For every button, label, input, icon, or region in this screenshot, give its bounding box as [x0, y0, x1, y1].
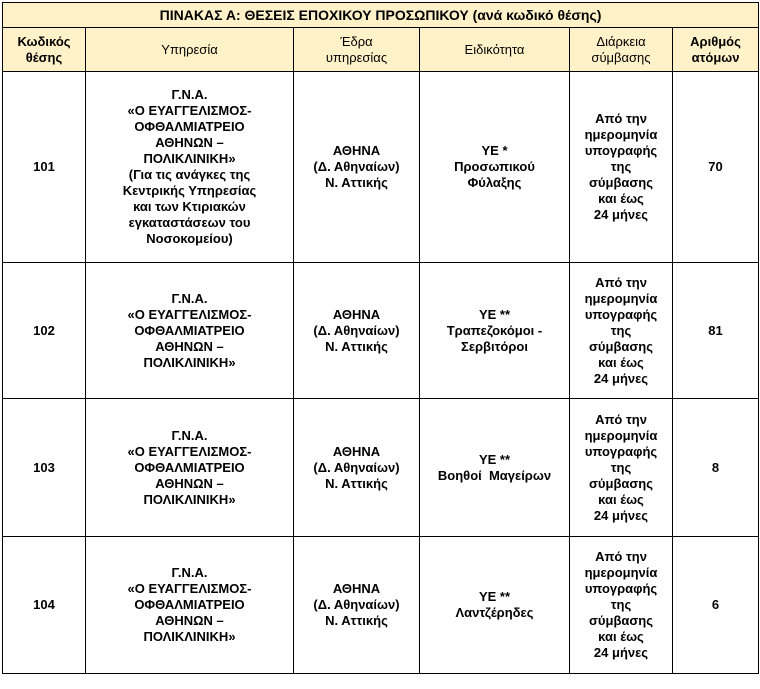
- service-line: ΟΦΘΑΛΜΙΑΤΡΕΙΟ: [134, 119, 245, 134]
- duration-line: σύμβασης: [589, 475, 653, 491]
- duration-line: Από την: [595, 549, 647, 564]
- header-duration-line: Διάρκεια: [596, 33, 646, 49]
- seat-line: (Δ. Αθηναίων): [313, 597, 400, 612]
- header-seat-line: υπηρεσίας: [325, 49, 388, 65]
- duration-line: σύμβασης: [589, 613, 653, 628]
- service-line: ΑΘΗΝΩΝ –: [155, 475, 224, 491]
- cell-count: 81: [673, 263, 759, 399]
- cell-service: [86, 537, 294, 674]
- cell-specialty: [420, 263, 570, 399]
- header-count: [673, 28, 759, 72]
- specialty-line: ΥΕ *: [481, 143, 508, 158]
- cell-seat: [294, 537, 420, 674]
- duration-line: της: [610, 159, 632, 174]
- header-seat-line: Έδρα: [340, 33, 373, 49]
- service-line: ΠΟΛΙΚΛΙΝΙΚΗ»: [143, 629, 236, 644]
- cell-service: [86, 72, 294, 263]
- duration-line: σύμβασης: [589, 338, 653, 354]
- table-title: ΠΙΝΑΚΑΣ Α: ΘΕΣΕΙΣ ΕΠΟΧΙΚΟΥ ΠΡΟΣΩΠΙΚΟΥ (ανά κωδικό θέσης): [3, 3, 759, 28]
- specialty-line: ΥΕ **: [478, 451, 511, 467]
- header-code-line: Κωδικός: [17, 33, 71, 49]
- duration-line: ημερομηνία: [584, 427, 658, 443]
- service-line: ΠΟΛΙΚΛΙΝΙΚΗ»: [143, 354, 236, 370]
- cell-duration: [570, 537, 673, 674]
- duration-line: της: [610, 597, 632, 612]
- header-specialty: [420, 28, 570, 72]
- cell-service: [86, 263, 294, 399]
- header-code: [3, 28, 86, 72]
- seat-line: (Δ. Αθηναίων): [313, 459, 400, 475]
- header-duration-line: σύμβασης: [591, 49, 651, 65]
- table-row: [3, 537, 759, 674]
- seat-line: ΑΘΗΝΑ: [332, 306, 381, 322]
- service-line: Γ.Ν.Α.: [171, 290, 208, 306]
- duration-line: Από την: [595, 274, 647, 290]
- cell-seat: [294, 399, 420, 537]
- header-specialty-line: Ειδικότητα: [464, 41, 525, 57]
- service-line: «Ο ΕΥΑΓΓΕΛΙΣΜΟΣ-: [127, 443, 252, 459]
- table-row: [3, 399, 759, 537]
- service-line: (Για τις ανάγκες της: [128, 167, 251, 182]
- service-line: «Ο ΕΥΑΓΓΕΛΙΣΜΟΣ-: [127, 306, 252, 322]
- specialty-line: Φύλαξης: [467, 175, 522, 190]
- seat-line: Ν. Αττικής: [325, 338, 388, 354]
- duration-line: υπογραφής: [584, 143, 658, 158]
- duration-line: και έως: [598, 191, 644, 206]
- duration-line: και έως: [598, 354, 644, 370]
- cell-seat: [294, 263, 420, 399]
- specialty-line: ΥΕ **: [478, 306, 511, 322]
- service-line: ΑΘΗΝΩΝ –: [155, 135, 224, 150]
- duration-line: ημερομηνία: [584, 290, 658, 306]
- service-line: ΟΦΘΑΛΜΙΑΤΡΕΙΟ: [134, 597, 245, 612]
- service-line: Νοσοκομείου): [146, 231, 233, 246]
- cell-service: [86, 399, 294, 537]
- specialty-line: Βοηθοί Μαγείρων: [437, 467, 552, 483]
- duration-line: της: [610, 322, 632, 338]
- duration-line: Από την: [595, 111, 647, 126]
- service-line: εγκαταστάσεων του: [128, 215, 251, 230]
- cell-duration: [570, 72, 673, 263]
- table-title-row: [3, 3, 759, 28]
- service-line: «Ο ΕΥΑΓΓΕΛΙΣΜΟΣ-: [127, 581, 252, 596]
- specialty-line: Σερβιτόροι: [461, 338, 528, 354]
- service-line: Κεντρικής Υπηρεσίας: [122, 183, 257, 198]
- duration-line: υπογραφής: [584, 581, 658, 596]
- header-count-line: ατόμων: [691, 49, 740, 65]
- specialty-line: Προσωπικού: [454, 159, 535, 174]
- service-line: ΟΦΘΑΛΜΙΑΤΡΕΙΟ: [134, 322, 245, 338]
- header-service-line: Υπηρεσία: [161, 41, 218, 57]
- service-line: Γ.Ν.Α.: [171, 427, 208, 443]
- service-line: ΟΦΘΑΛΜΙΑΤΡΕΙΟ: [134, 459, 245, 475]
- duration-line: ημερομηνία: [584, 565, 658, 580]
- cell-specialty: [420, 399, 570, 537]
- cell-count: 70: [673, 72, 759, 263]
- service-line: ΑΘΗΝΩΝ –: [155, 613, 224, 628]
- cell-code: 101: [3, 72, 86, 263]
- cell-duration: [570, 263, 673, 399]
- duration-line: και έως: [598, 491, 644, 507]
- seat-line: ΑΘΗΝΑ: [332, 143, 381, 158]
- cell-specialty: [420, 72, 570, 263]
- seat-line: Ν. Αττικής: [325, 613, 388, 628]
- duration-line: ημερομηνία: [584, 127, 658, 142]
- seat-line: Ν. Αττικής: [325, 175, 388, 190]
- header-count-line: Αριθμός: [690, 33, 741, 49]
- cell-code: 102: [3, 263, 86, 399]
- duration-line: και έως: [598, 629, 644, 644]
- service-line: «Ο ΕΥΑΓΓΕΛΙΣΜΟΣ-: [127, 103, 252, 118]
- specialty-line: Τραπεζοκόμοι -: [446, 322, 543, 338]
- cell-specialty: [420, 537, 570, 674]
- seat-line: (Δ. Αθηναίων): [313, 159, 400, 174]
- seat-line: Ν. Αττικής: [325, 475, 388, 491]
- duration-line: 24 μήνες: [593, 370, 649, 386]
- service-line: ΠΟΛΙΚΛΙΝΙΚΗ»: [143, 491, 236, 507]
- positions-table: [2, 2, 759, 674]
- duration-line: Από την: [595, 411, 647, 427]
- table-row: [3, 72, 759, 263]
- cell-count: 6: [673, 537, 759, 674]
- duration-line: υπογραφής: [584, 443, 658, 459]
- service-line: ΠΟΛΙΚΛΙΝΙΚΗ»: [143, 151, 236, 166]
- service-line: και των Κτιριακών: [133, 199, 246, 214]
- seat-line: ΑΘΗΝΑ: [332, 443, 381, 459]
- seat-line: (Δ. Αθηναίων): [313, 322, 400, 338]
- header-code-line: θέσης: [25, 49, 63, 65]
- table-row: [3, 263, 759, 399]
- duration-line: 24 μήνες: [593, 645, 649, 660]
- cell-duration: [570, 399, 673, 537]
- service-line: ΑΘΗΝΩΝ –: [155, 338, 224, 354]
- duration-line: υπογραφής: [584, 306, 658, 322]
- cell-code: 104: [3, 537, 86, 674]
- table-header-row: [3, 28, 759, 72]
- header-service: [86, 28, 294, 72]
- duration-line: σύμβασης: [589, 175, 653, 190]
- cell-seat: [294, 72, 420, 263]
- header-duration: [570, 28, 673, 72]
- duration-line: 24 μήνες: [593, 207, 649, 222]
- service-line: Γ.Ν.Α.: [171, 565, 208, 580]
- cell-code: 103: [3, 399, 86, 537]
- seat-line: ΑΘΗΝΑ: [332, 581, 381, 596]
- specialty-line: Λαντζέρηδες: [455, 605, 534, 620]
- specialty-line: ΥΕ **: [478, 589, 511, 604]
- header-seat: [294, 28, 420, 72]
- service-line: Γ.Ν.Α.: [171, 87, 208, 102]
- duration-line: της: [610, 459, 632, 475]
- duration-line: 24 μήνες: [593, 507, 649, 523]
- cell-count: 8: [673, 399, 759, 537]
